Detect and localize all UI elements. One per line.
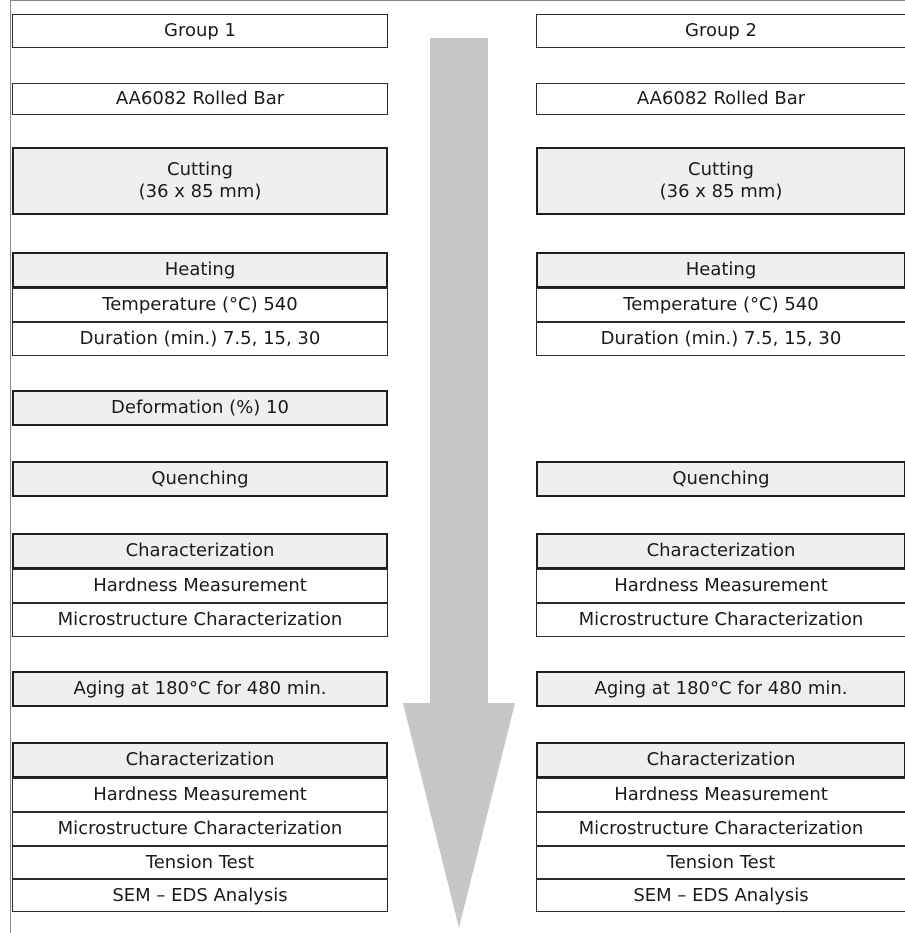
- cutting-detail: (36 x 85 mm): [659, 181, 783, 202]
- group-1-heating-duration: Duration (min.) 7.5, 15, 30: [12, 322, 388, 356]
- group-1-char-item: Hardness Measurement: [12, 569, 388, 603]
- cutting-detail: (36 x 85 mm): [138, 181, 262, 202]
- group-1-cutting-step: [12, 147, 388, 215]
- group-1-char-item: Microstructure Characterization: [12, 603, 388, 637]
- group-1-final-char-item: SEM – EDS Analysis: [12, 879, 388, 912]
- group-1-title: Group 1: [12, 14, 388, 48]
- group-2-cutting-step: [536, 147, 905, 215]
- group-1-heating-temperature: Temperature (°C) 540: [12, 288, 388, 322]
- group-1-quenching-step: Quenching: [12, 461, 388, 497]
- cutting-title: Cutting: [167, 159, 233, 180]
- group-1-aging-step: Aging at 180°C for 480 min.: [12, 671, 388, 707]
- group-2-char-item: Hardness Measurement: [536, 569, 905, 603]
- down-arrow-shape: [403, 38, 515, 928]
- group-1-final-characterization-step: Characterization: [12, 742, 388, 778]
- group-1-final-char-item: Tension Test: [12, 846, 388, 879]
- group-1-final-char-item: Hardness Measurement: [12, 778, 388, 812]
- group-2-char-item: Microstructure Characterization: [536, 603, 905, 637]
- group-2-final-characterization-step: Characterization: [536, 742, 905, 778]
- group-2-heating-step: Heating: [536, 252, 905, 288]
- group-2-material: AA6082 Rolled Bar: [536, 83, 905, 115]
- group-1-deformation-step: Deformation (%) 10: [12, 390, 388, 426]
- group-2-aging-step: Aging at 180°C for 480 min.: [536, 671, 905, 707]
- group-1-characterization-step: Characterization: [12, 533, 388, 569]
- cutting-title: Cutting: [688, 159, 754, 180]
- group-2-final-char-item: Tension Test: [536, 846, 905, 879]
- group-1-heating-step: Heating: [12, 252, 388, 288]
- group-2-characterization-step: Characterization: [536, 533, 905, 569]
- group-2-heating-temperature: Temperature (°C) 540: [536, 288, 905, 322]
- group-1-final-char-item: Microstructure Characterization: [12, 812, 388, 846]
- group-2-quenching-step: Quenching: [536, 461, 905, 497]
- group-2-final-char-item: SEM – EDS Analysis: [536, 879, 905, 912]
- group-2-heating-duration: Duration (min.) 7.5, 15, 30: [536, 322, 905, 356]
- group-2-title: Group 2: [536, 14, 905, 48]
- group-2-final-char-item: Microstructure Characterization: [536, 812, 905, 846]
- group-2-final-char-item: Hardness Measurement: [536, 778, 905, 812]
- group-1-material: AA6082 Rolled Bar: [12, 83, 388, 115]
